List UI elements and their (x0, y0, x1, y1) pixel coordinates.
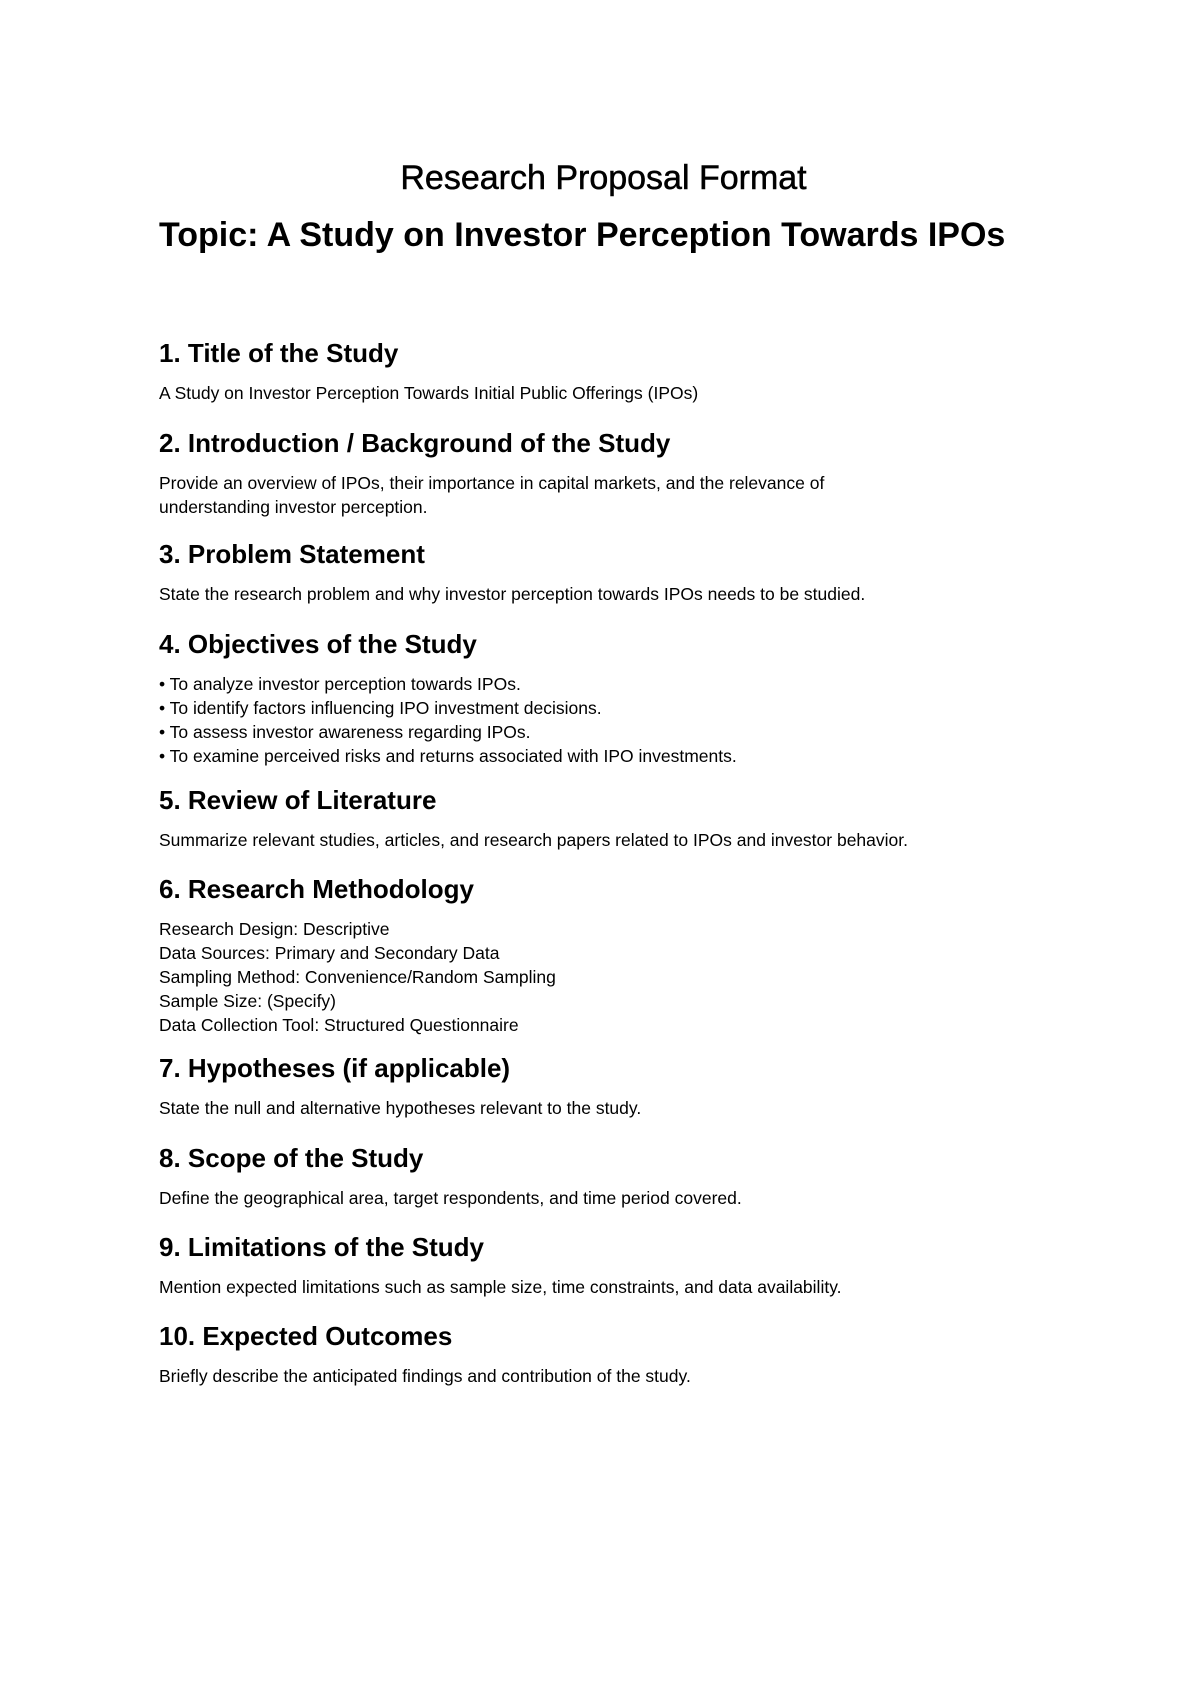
section-text: Mention expected limitations such as sample size, time constraints, and data availability. (159, 1277, 842, 1297)
section-heading: 4. Objectives of the Study (159, 629, 477, 659)
section-text: Define the geographical area, target respondents, and time period covered. (159, 1188, 742, 1208)
section-heading: 5. Review of Literature (159, 785, 437, 815)
section-review-of-literature (159, 784, 1059, 852)
section-text: State the research problem and why investor perception towards IPOs needs to be studied. (159, 584, 866, 604)
section-text: Briefly describe the anticipated findings and contribution of the study. (159, 1366, 691, 1386)
section-heading: 7. Hypotheses (if applicable) (159, 1053, 511, 1083)
list-item: Research Design: Descriptive (159, 919, 390, 939)
section-heading: 9. Limitations of the Study (159, 1232, 485, 1262)
section-hypotheses (159, 1052, 1059, 1120)
section-heading: 6. Research Methodology (159, 874, 474, 904)
list-item: Data Collection Tool: Structured Questionnaire (159, 1015, 519, 1035)
section-text: State the null and alternative hypotheses relevant to the study. (159, 1098, 642, 1118)
list-item: Sample Size: (Specify) (159, 991, 337, 1011)
methodology-list (159, 917, 1059, 1037)
section-scope (159, 1142, 1059, 1210)
section-limitations (159, 1231, 1059, 1299)
section-heading: 2. Introduction / Background of the Study (159, 428, 671, 458)
document-topic: Topic: A Study on Investor Perception Towards IPOs (159, 216, 1006, 254)
list-item: • To assess investor awareness regarding IPOs. (159, 722, 531, 742)
section-title-of-study (159, 337, 1059, 405)
section-problem-statement (159, 538, 1059, 606)
objectives-list (159, 672, 1059, 768)
section-expected-outcomes (159, 1320, 1059, 1388)
section-heading: 10. Expected Outcomes (159, 1321, 453, 1351)
section-research-methodology (159, 873, 1059, 1037)
list-item: • To identify factors influencing IPO investment decisions. (159, 698, 602, 718)
list-item: Data Sources: Primary and Secondary Data (159, 943, 500, 963)
section-text: A Study on Investor Perception Towards Initial Public Offerings (IPOs) (159, 383, 699, 403)
section-heading: 3. Problem Statement (159, 539, 425, 569)
list-item: • To examine perceived risks and returns associated with IPO investments. (159, 746, 737, 766)
list-item: • To analyze investor perception towards IPOs. (159, 674, 521, 694)
document-title: Research Proposal Format (400, 159, 807, 197)
list-item: Sampling Method: Convenience/Random Sampling (159, 967, 556, 987)
section-text: Summarize relevant studies, articles, and research papers related to IPOs and investor behavior. (159, 830, 908, 850)
section-heading: 1. Title of the Study (159, 338, 399, 368)
section-text: Provide an overview of IPOs, their importance in capital markets, and the relevance of understanding investor perception. (159, 473, 825, 517)
section-heading: 8. Scope of the Study (159, 1143, 424, 1173)
section-objectives (159, 628, 1059, 768)
section-introduction (159, 427, 1059, 519)
